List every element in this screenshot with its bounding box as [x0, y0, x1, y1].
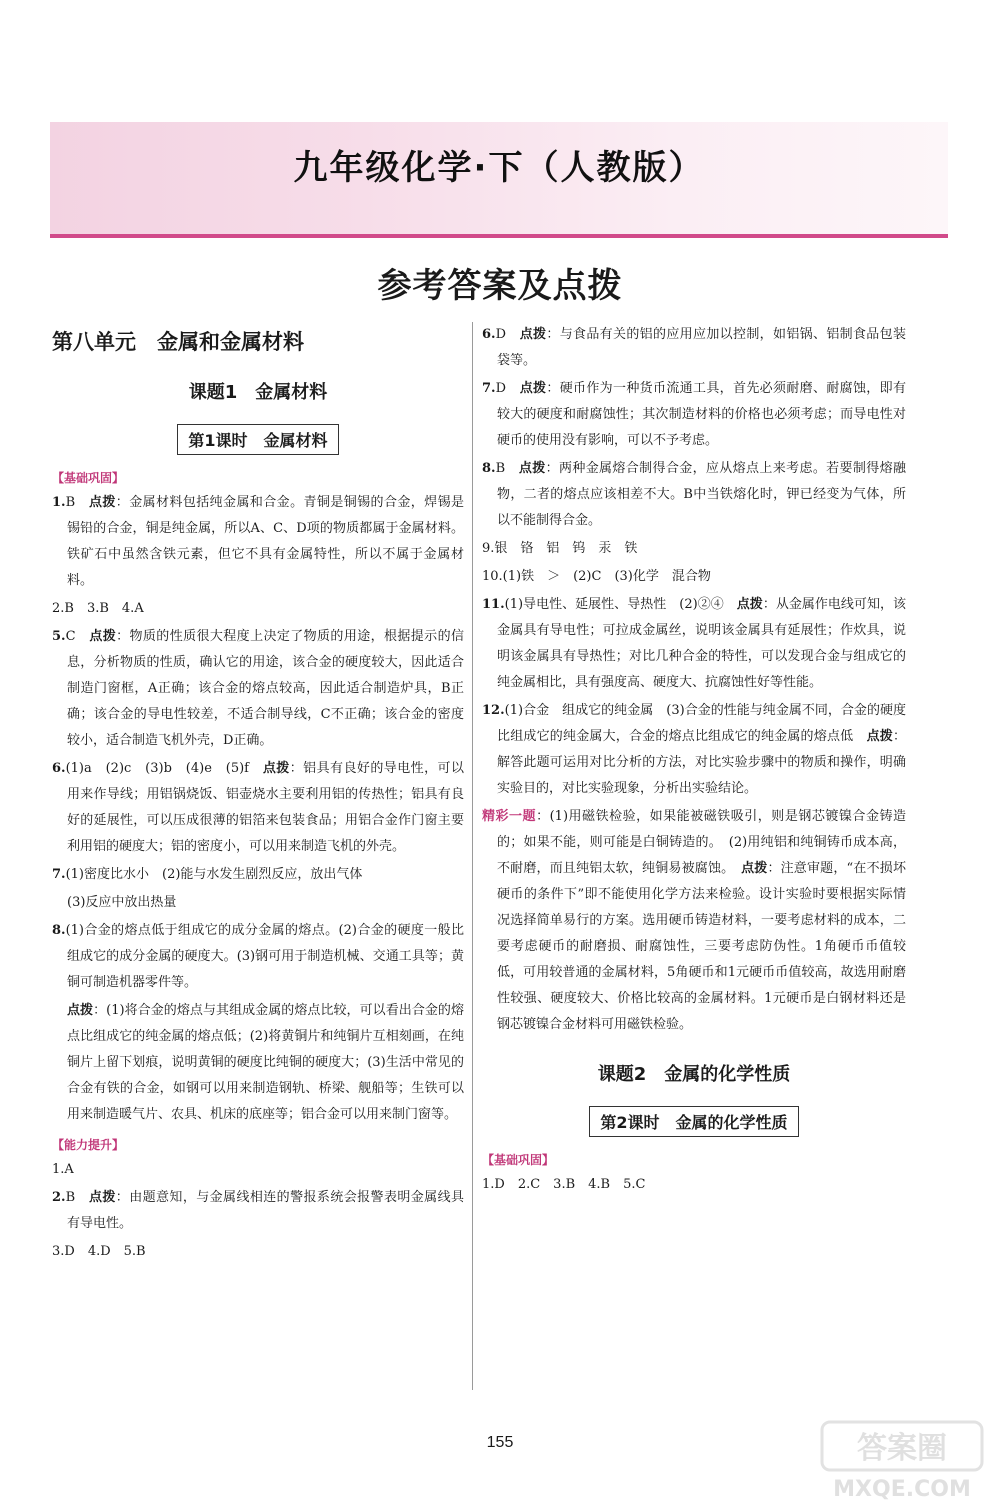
answer-item: 2.B 3.B 4.A [52, 601, 144, 616]
answer-item: 1.D 2.C 3.B 4.B 5.C [482, 1177, 646, 1192]
answer-item: 1.B 点拨：金属材料包括纯金属和合金。青铜是铜锡的合金，焊锡是锡铅的合金，铜是纯金属，所以A、C、D项的物质都属于金属材料。铁矿石中虽然含铁元素，但它不具有金属特性，所以不属于金属材料。 [52, 495, 464, 588]
header-banner [50, 122, 948, 234]
tip-label: 点拨 [88, 495, 116, 510]
tip-label: 点拨 [736, 597, 763, 612]
answer-item: 11.(1)导电性、延展性、导热性 (2)②④ 点拨：从金属作电线可知，该金属具有导电性；可拉成金属丝，说明该金属具有延展性；作炊具，说明该金属具有导热性；对比几种合金的特性，可以发现合金与组成它的纯金属相比，具有强度高、硬度大、抗腐蚀性好等性能。 [482, 597, 906, 690]
answer-item: 1.A [52, 1162, 74, 1177]
right-column [482, 322, 906, 1200]
section-basic: 【基础巩固】 [52, 471, 125, 485]
period-title: 第2课时 金属的化学性质 [589, 1106, 798, 1137]
answer-item: 7.D 点拨：硬币作为一种货币流通工具，首先必须耐磨、耐腐蚀，即有较大的硬度和耐腐蚀性；其次制造材料的价格也必须考虑；而导电性对硬币的使用没有影响，可以不予考虑。 [482, 381, 906, 448]
tip-label: 点拨 [741, 861, 768, 876]
answer-item: 6.(1)a (2)c (3)b (4)e (5)f 点拨：铝具有良好的导电性，可以用来作导线；用铝锅烧饭、铝壶烧水主要利用铝的传热性；铝具有良好的延展性，可以压成很薄的铝箔来包装食品；用铝合金作门窗主要利用铝的硬度大；铝的密度小，可以用来制造飞机的外壳。 [52, 761, 464, 854]
answer-item: 8.B 点拨：两种金属熔合制得合金，应从熔点上来考虑。若要制得熔融物，二者的熔点应该相差不大。B中当铁熔化时，钾已经变为气体，所以不能制得合金。 [482, 461, 906, 528]
tip-label: 点拨 [88, 1190, 116, 1205]
unit-title: 第八单元 金属和金属材料 [52, 330, 304, 354]
tip-label: 点拨 [519, 381, 547, 396]
svg-text:答案圈: 答案圈 [857, 1431, 947, 1466]
answer-item: 7.(1)密度比水小 (2)能与水发生剧烈反应，放出气体 [52, 867, 363, 882]
answer-item: 5.C 点拨：物质的性质很大程度上决定了物质的用途，根据提示的信息，分析物质的性质，确认它的用途，该合金的硬度较大，因此适合制造门窗框，A正确；该合金的熔点较高，因此适合制造炉具，B正确；该合金的导电性较差，不适合制导线，C不正确；该合金的密度较小，适合制造飞机外壳，D正确。 [52, 629, 464, 748]
tip-label: 点拨 [518, 461, 546, 476]
page-title: 参考答案及点拨 [377, 266, 623, 306]
svg-text:MXQE.COM: MXQE.COM [833, 1477, 971, 1502]
answer-item: 3.D 4.D 5.B [52, 1244, 146, 1259]
lesson-title: 课题1 金属材料 [188, 382, 328, 403]
watermark-logo [818, 1418, 986, 1504]
answer-item: 6.D 点拨：与食品有关的铝的应用应加以控制，如铝锅、铝制食品包装袋等。 [482, 327, 906, 368]
banner-title: 九年级化学·下（人教版） [293, 148, 705, 188]
jingcai-label: 精彩一题 [482, 809, 537, 824]
lesson-title: 课题2 金属的化学性质 [597, 1064, 791, 1085]
section-basic: 【基础巩固】 [482, 1153, 555, 1167]
section-ability: 【能力提升】 [52, 1138, 125, 1152]
column-divider [472, 322, 473, 1390]
tip-label: 点拨 [89, 629, 117, 644]
answer-item: 12.(1)合金 组成它的纯金属 (3)合金的性能与纯金属不同，合金的硬度比组成它的纯金属大，合金的熔点比组成它的纯金属的熔点低 点拨：解答此题可运用对比分析的方法，对比实验步骤中的物质和操作，明确实验目的，对比实验现象，分析出实验结论。 [482, 703, 906, 796]
answer-item: 10.(1)铁 ＞ (2)C (3)化学 混合物 [482, 569, 711, 584]
answer-item: 2.B 点拨：由题意知，与金属线相连的警报系统会报警表明金属线具有导电性。 [52, 1190, 464, 1231]
tip-label: 点拨 [866, 729, 893, 744]
tip-label: 点拨 [262, 761, 290, 776]
period-title: 第1课时 金属材料 [177, 424, 338, 455]
page-number: 155 [486, 1434, 514, 1451]
tip-label: 点拨 [67, 1003, 94, 1018]
left-column [52, 322, 464, 1267]
banner-divider [50, 234, 948, 238]
jingcai-item: 精彩一题：(1)用磁铁检验，如果能被磁铁吸引，则是钢芯镀镍合金铸造的；如果不能，则可能是白铜铸造的。 (2)用纯铝和纯铜铸币成本高，不耐磨，而且纯铝太软，纯铜易被腐蚀。 点拨：注意审题，“在不损坏硬币的条件下”即不能使用化学方法来检验。设计实验时要根据实际情况选择简单易行的方案。选用硬币铸造材料，一要考虑材料的成本，二要考虑硬币的耐磨损、耐腐蚀性，三要考虑防伪性。1角硬币币值较低，可用较普通的金属材料，5角硬币和1元硬币币值较高，故选用耐磨性较强、硬度较大、价格比较高的金属材料。1元硬币是白钢材料还是钢芯镀镍合金材料可用磁铁检验。 [482, 809, 906, 1032]
answer-tip: 点拨：(1)将合金的熔点与其组成金属的熔点比较，可以看出合金的熔点比组成它的纯金属的熔点低；(2)将黄铜片和纯铜片互相刻画，在纯铜片上留下划痕，说明黄铜的硬度比纯铜的硬度大；(3)生活中常见的合金有铁的合金，如钢可以用来制造钢轨、桥梁、舰船等；生铁可以用来制造暖气片、农具、机床的底座等；铝合金可以用来制门窗等。 [67, 1003, 464, 1122]
answer-item: 8.(1)合金的熔点低于组成它的成分金属的熔点。(2)合金的硬度一般比组成它的成分金属的硬度大。(3)钢可用于制造机械、交通工具等；黄铜可制造机器零件等。 [52, 923, 464, 990]
answer-item-cont: (3)反应中放出热量 [67, 895, 177, 910]
tip-label: 点拨 [519, 327, 547, 342]
answer-item: 9.银 铬 铝 钨 汞 铁 [482, 541, 638, 556]
